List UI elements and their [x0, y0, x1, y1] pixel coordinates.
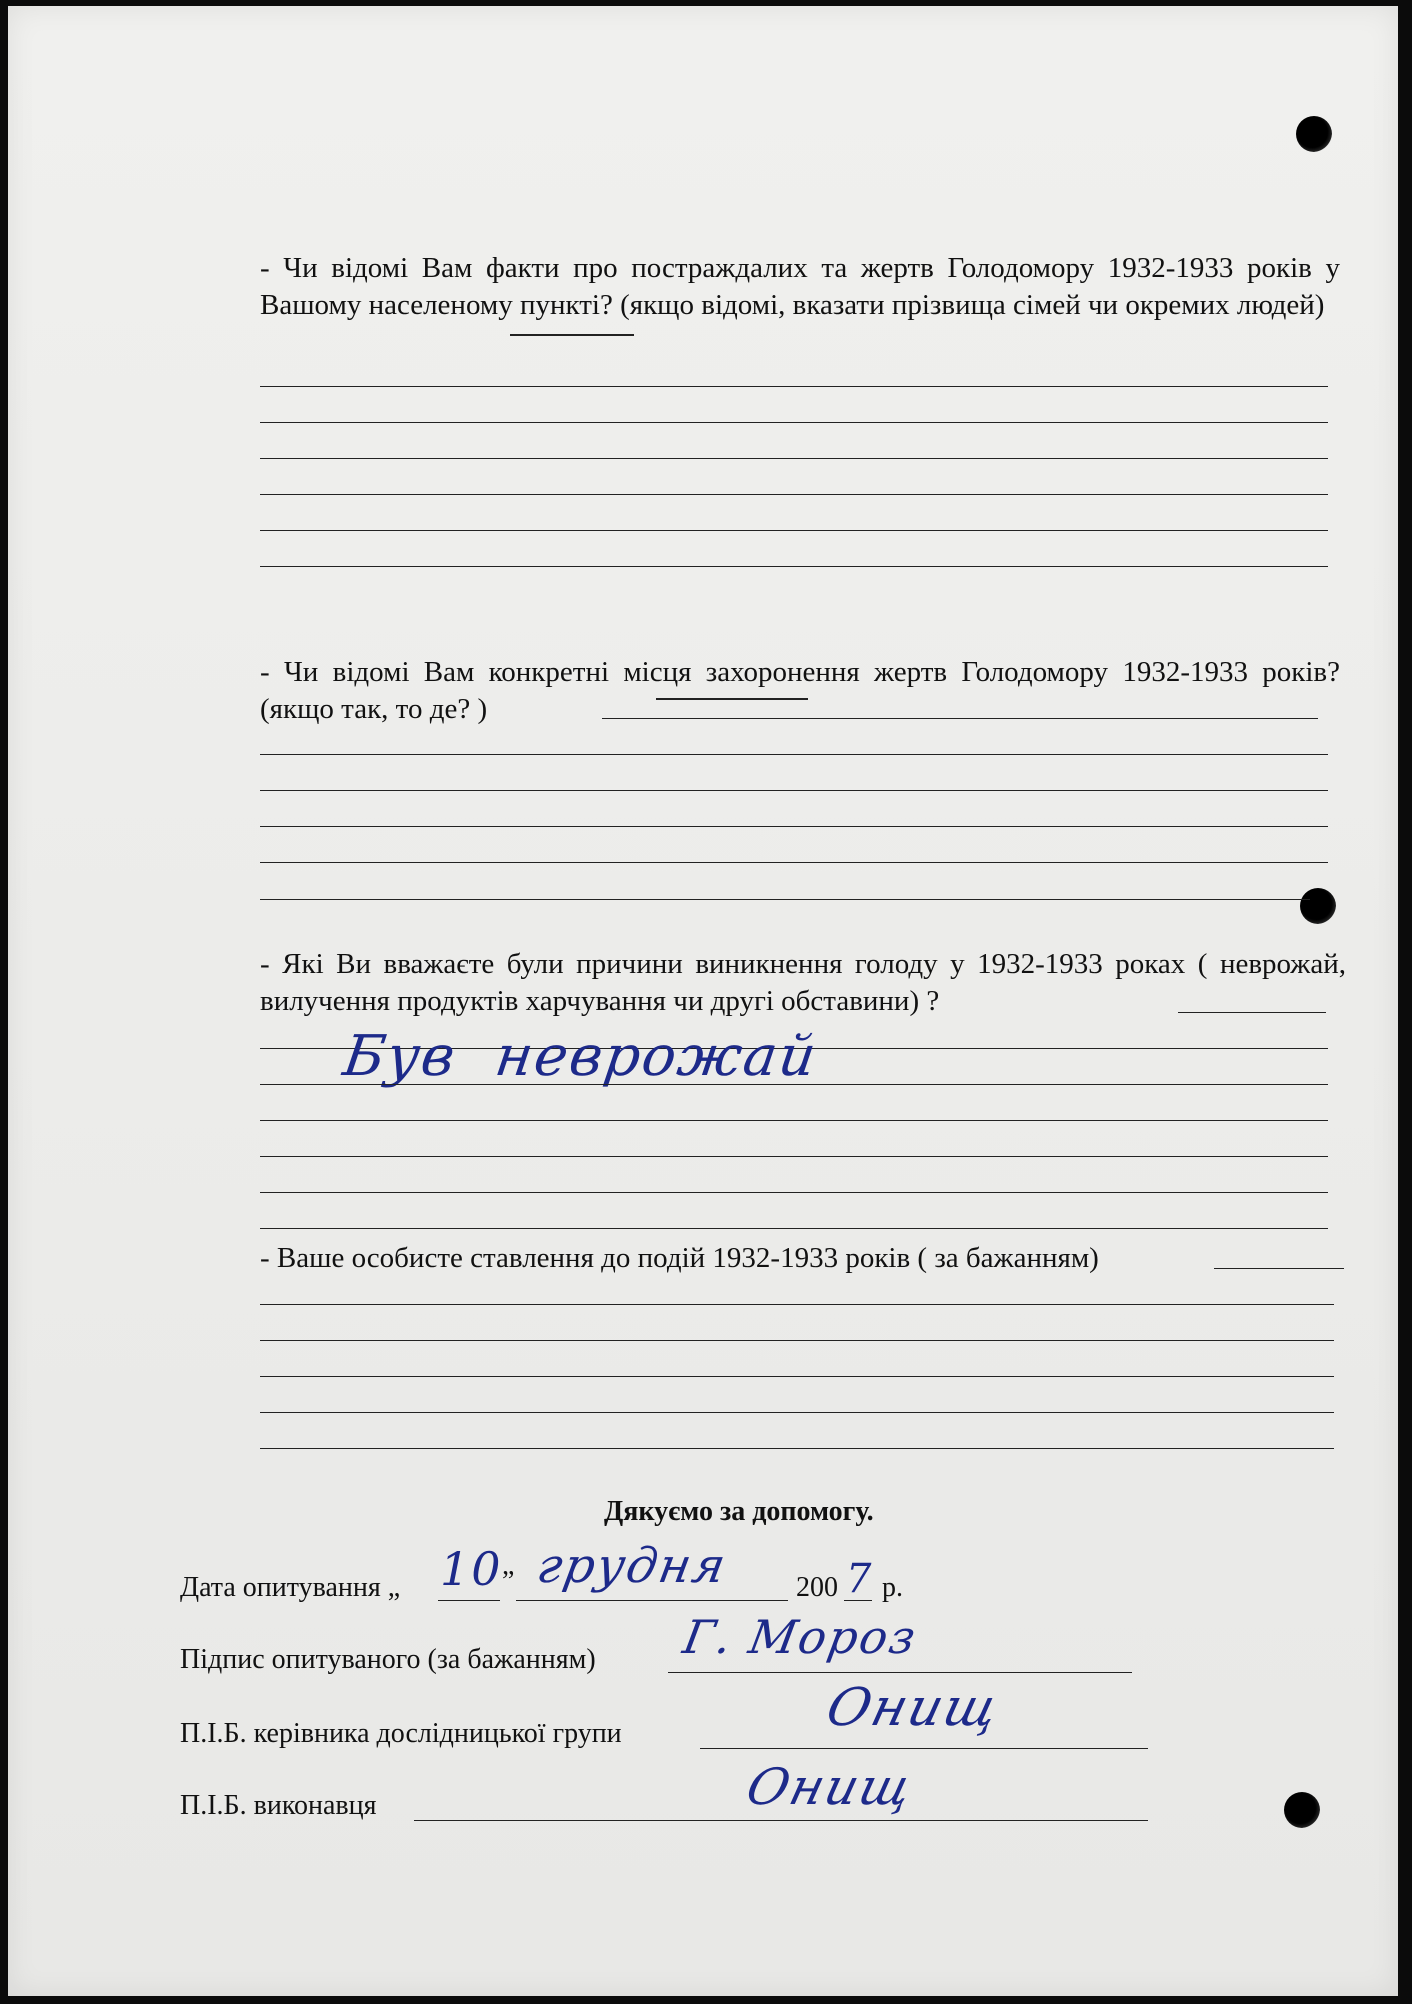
- thanks-text: Дякуємо за допомогу.: [604, 1496, 874, 1527]
- answer-line[interactable]: [260, 530, 1328, 531]
- question-2-inline-dash: [656, 698, 808, 700]
- answer-line[interactable]: [1214, 1268, 1344, 1269]
- answer-line[interactable]: [260, 566, 1328, 567]
- date-label: [180, 1572, 400, 1604]
- punch-hole-middle: [1300, 888, 1336, 924]
- answer-line[interactable]: [260, 790, 1328, 791]
- date-close-quote: ”: [502, 1566, 515, 1597]
- leader-signature[interactable]: Онищ: [820, 1678, 1006, 1738]
- answer-line[interactable]: [260, 1376, 1334, 1377]
- answer-line[interactable]: [260, 1084, 1328, 1085]
- answer-line[interactable]: [260, 494, 1328, 495]
- answer-line[interactable]: [260, 1304, 1334, 1305]
- date-year-suffix: р.: [882, 1572, 903, 1603]
- answer-line[interactable]: [1178, 1012, 1326, 1013]
- executor-label: П.І.Б. виконавця: [180, 1790, 377, 1821]
- date-month-value[interactable]: грудня: [533, 1538, 732, 1594]
- answer-line[interactable]: [260, 1340, 1334, 1341]
- punch-hole-bottom: [1284, 1792, 1320, 1828]
- answer-line[interactable]: [260, 1120, 1328, 1121]
- answer-line[interactable]: [260, 899, 1310, 900]
- answer-line[interactable]: [260, 1192, 1328, 1193]
- date-year-prefix: 200: [796, 1572, 838, 1603]
- question-4-text: - Ваше особисте ставлення до подій 1932-1933 років ( за бажанням): [260, 1242, 1099, 1274]
- question-3-handwritten-answer: Був неврожай: [339, 1024, 822, 1089]
- executor-line: [414, 1820, 1148, 1821]
- signature-label: Підпис опитуваного (за бажанням): [180, 1644, 596, 1675]
- answer-line[interactable]: [260, 1448, 1334, 1449]
- date-year-line: [844, 1600, 872, 1601]
- leader-line: [700, 1748, 1148, 1749]
- executor-signature[interactable]: Онищ: [740, 1758, 920, 1816]
- answer-line[interactable]: [260, 1412, 1334, 1413]
- answer-line[interactable]: [260, 1156, 1328, 1157]
- questionnaire-page: [8, 6, 1398, 1996]
- signature-line: [668, 1672, 1132, 1673]
- date-label-text: Дата опитування „: [180, 1572, 401, 1603]
- answer-line[interactable]: [602, 718, 1318, 719]
- date-year-digit[interactable]: 7: [846, 1556, 874, 1602]
- answer-line[interactable]: [260, 386, 1328, 387]
- question-2-text: - Чи відомі Вам конкретні місця захоронення жертв Голодомору 1932-1933 років? (якщо так, то де? ): [260, 656, 1340, 725]
- question-1-inline-dash: [510, 334, 634, 336]
- punch-hole-top: [1296, 116, 1332, 152]
- date-day-line: [438, 1600, 500, 1601]
- question-3-text: - Які Ви вважаєте були причини виникнення голоду у 1932-1933 роках ( неврожай, вилучення продуктів харчування чи другі обставини) ?: [260, 948, 1346, 1017]
- answer-line[interactable]: [260, 754, 1328, 755]
- answer-line[interactable]: [260, 458, 1328, 459]
- date-day-value[interactable]: 10: [440, 1542, 503, 1596]
- question-1-text: - Чи відомі Вам факти про постраждалих та жертв Голодомору 1932-1933 років у Вашому населеному пункті? (якщо відомі, вказати прізвища сімей чи окремих людей): [260, 252, 1340, 321]
- answer-line[interactable]: [260, 1228, 1328, 1229]
- leader-label: П.І.Б. керівника дослідницької групи: [180, 1718, 622, 1749]
- answer-line[interactable]: [260, 862, 1328, 863]
- signature-value[interactable]: Г. Мороз: [679, 1610, 922, 1664]
- date-month-line: [516, 1600, 788, 1601]
- answer-line[interactable]: [260, 826, 1328, 827]
- answer-line[interactable]: [260, 422, 1328, 423]
